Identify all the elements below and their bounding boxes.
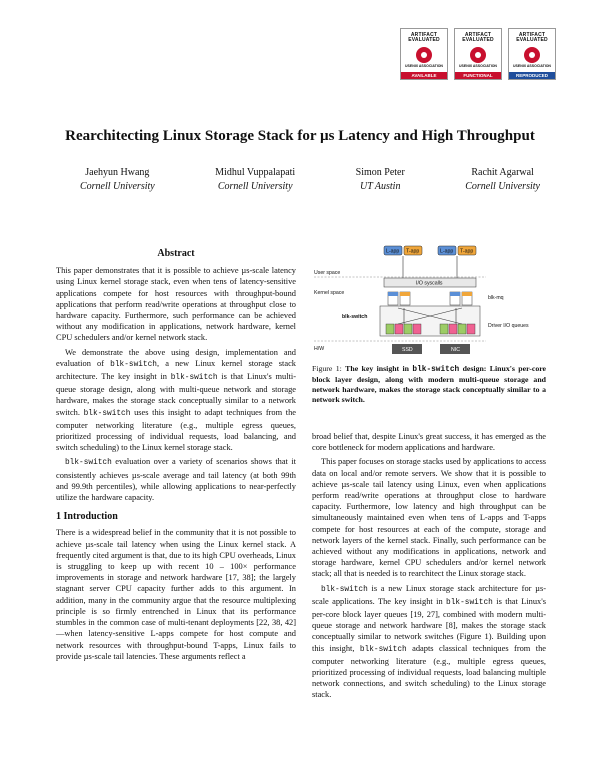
badge-line2: EVALUATED bbox=[408, 37, 440, 43]
badge-reproduced bbox=[508, 28, 556, 80]
driver-queues-label: Driver I/O queues bbox=[488, 323, 529, 329]
lapp-label: L-app bbox=[386, 248, 400, 255]
user-space-label: User space bbox=[314, 270, 341, 276]
usenix-logo-icon bbox=[470, 47, 486, 63]
code: blk-switch bbox=[359, 645, 407, 654]
author-affiliation: Cornell University bbox=[80, 181, 155, 192]
author-name: Simon Peter bbox=[355, 167, 405, 178]
caption-code: blk-switch bbox=[412, 366, 460, 374]
author-name: Midhul Vuppalapati bbox=[215, 167, 296, 178]
section-heading: 1 Introduction bbox=[56, 511, 118, 523]
figure-1-diagram bbox=[312, 244, 546, 362]
text: uses this insight to adapt techniques from the computer networking literature (e.g., multiple egress queues, prioritized processing of individual requests, load balancing, and switch scheduling) to the Linux kernel storage stack. bbox=[56, 407, 296, 453]
artifact-badges bbox=[400, 28, 556, 80]
blk-mq-label: blk-mq bbox=[488, 295, 504, 301]
code: blk-switch bbox=[65, 459, 112, 468]
left-column bbox=[56, 248, 296, 665]
intro-paragraph: There is a widespread belief in the community that it is not possible to achieve µs-scale tail latency when using the Linux kernel stack. A frequently cited argument is that, due to its high CPU overheads, Linux is struggling to keep up with recent 10 – 100× performance improvements in storage and network hardware [17, 38]; the largely stagnant server CPU capacity further adds to this argument. In addition, many in the community argue that the resource multiplexing principle is so firmly entrenched in Linux that its performance stumbles in the common case of multi-tenant deployments [22, 38, 42]—when latency-sensitive L-apps compete for host compute and network resources with throughput-bound T-apps, Linux fails to provide µs-scale tail latencies. These arguments reflect a bbox=[56, 528, 296, 661]
author-affiliation: UT Austin bbox=[359, 181, 401, 192]
badge-status: REPRODUCED bbox=[509, 72, 555, 79]
tapp-label: T-app bbox=[460, 248, 474, 255]
author bbox=[356, 166, 405, 194]
body-paragraph: This paper focuses on storage stacks used by applications to access data on local and/or remote servers. We show that it is possible to achieve µs-scale tail latency using Linux, even when applications perform read/write operations at throughput close to hardware capacity. Furthermore, low latency and high throughput can be simultaneously maintained even when tens of L-apps and T-apps compete for host resources at each of the compute, storage and network layers of the kernel stack. Finally, such performance can be achieved without any modifications in applications, network and storage hardware, kernel CPU schedulers and/or kernel network stack; all that is needed is to rearchitect the Linux storage stack. bbox=[312, 457, 546, 579]
tapp-label: T-app bbox=[406, 248, 420, 255]
abstract-paragraph: This paper demonstrates that it is possible to achieve µs-scale latency using Linux kernel storage stack, even when tens of latency-sensitive applications compete for host resources with throughput-bound applications that perform read/write operations at throughput close to hardware capacity. Furthermore, such performance can be achieved without any modification in applications, network hardware, kernel CPU schedulers and/or kernel network stack. bbox=[56, 266, 296, 343]
badge-assoc: USENIX ASSOCIATION bbox=[513, 64, 551, 68]
text: We demonstrate the above using design, implementation and evaluation of bbox=[56, 347, 296, 368]
hw-label: H/W bbox=[314, 346, 325, 352]
author-name: Jaehyun Hwang bbox=[85, 167, 150, 178]
badge-line2: EVALUATED bbox=[516, 37, 548, 43]
author bbox=[80, 166, 155, 194]
code: blk-switch bbox=[321, 585, 368, 594]
text: adapts classical techniques from the computer networking literature (e.g., multiple egress queues, prioritized processing of individual requests, load balancing multiple network connections, and switch scheduling) to the Linux storage stack. bbox=[312, 643, 546, 700]
badge-line1: ARTIFACT bbox=[410, 32, 438, 38]
nic-label: NIC bbox=[451, 347, 460, 353]
code: blk-switch bbox=[170, 374, 218, 383]
abstract-heading: Abstract bbox=[157, 248, 195, 259]
io-syscalls-label: I/O syscalls bbox=[416, 280, 443, 287]
usenix-logo-icon bbox=[524, 47, 540, 63]
badge-available bbox=[400, 28, 448, 80]
usenix-logo-icon bbox=[416, 47, 432, 63]
caption-label: Figure 1: bbox=[312, 364, 346, 373]
body-paragraph: broad belief that, despite Linux's great success, it has emerged as the core bottleneck for modern applications and hardware. bbox=[312, 432, 546, 453]
author bbox=[465, 166, 540, 194]
badge-assoc: USENIX ASSOCIATION bbox=[459, 64, 497, 68]
code: blk-switch bbox=[83, 409, 131, 418]
badge-functional bbox=[454, 28, 502, 80]
author-affiliation: Cornell University bbox=[465, 181, 540, 192]
app-group-1 bbox=[384, 246, 422, 255]
caption-bold: design: Linux's per-core block layer design, along with modern multi-queue storage and network hardware, makes the storage stack conceptually similar to a network switch. bbox=[312, 364, 546, 404]
caption-bold: The key insight in bbox=[345, 364, 413, 373]
abstract-paragraph bbox=[56, 456, 296, 503]
app-group-2 bbox=[438, 246, 476, 255]
code: blk-switch bbox=[110, 360, 157, 369]
text: is a new Linux storage stack architecture for µs-scale applications. The key insight in bbox=[312, 583, 546, 606]
author-name: Rachit Agarwal bbox=[471, 167, 534, 178]
badge-status: AVAILABLE bbox=[401, 72, 447, 79]
badge-line2: EVALUATED bbox=[462, 37, 494, 43]
badge-assoc: USENIX ASSOCIATION bbox=[405, 64, 443, 68]
blk-mq-queues bbox=[388, 292, 472, 305]
paper-title: Rearchitecting Linux Storage Stack for µs Latency and High Throughput bbox=[65, 128, 535, 144]
app-arrows bbox=[403, 256, 457, 278]
text: , a new Linux kernel storage stack architecture. The key insight in bbox=[56, 358, 296, 382]
figure-caption bbox=[312, 364, 546, 405]
text: is that Linux's per-core block layer queues [19, 27], combined with modern multi-queue storage and network hardware [8], makes the storage stack conceptually similar to network switches (Figure 1). Building upon this insight, bbox=[312, 596, 546, 653]
right-column bbox=[312, 431, 546, 704]
badge-line1: ARTIFACT bbox=[464, 32, 492, 38]
text: is that Linux's multi-queue storage design, along with multi-queue network and storage hardware, makes the storage stack conceptually similar to a network switch. bbox=[56, 372, 296, 417]
author-list bbox=[80, 166, 540, 194]
abstract-paragraph bbox=[56, 347, 296, 454]
badge-line1: ARTIFACT bbox=[518, 32, 546, 38]
author bbox=[215, 166, 295, 194]
lapp-label: L-app bbox=[440, 248, 454, 255]
text: evaluation over a variety of scenarios shows that it consistently achieves µs-scale average and tail latency (at both 99th and 99.9th percentiles), while allowing applications to near-perfectly utilize the hardware capacity. bbox=[56, 457, 296, 503]
kernel-space-label: Kernel space bbox=[314, 290, 345, 296]
blk-switch-label: blk-switch bbox=[342, 314, 368, 320]
author-affiliation: Cornell University bbox=[217, 181, 293, 192]
code: blk-switch bbox=[446, 598, 493, 607]
body-paragraph bbox=[312, 583, 546, 701]
ssd-label: SSD bbox=[402, 347, 413, 353]
badge-status: FUNCTIONAL bbox=[455, 72, 501, 79]
